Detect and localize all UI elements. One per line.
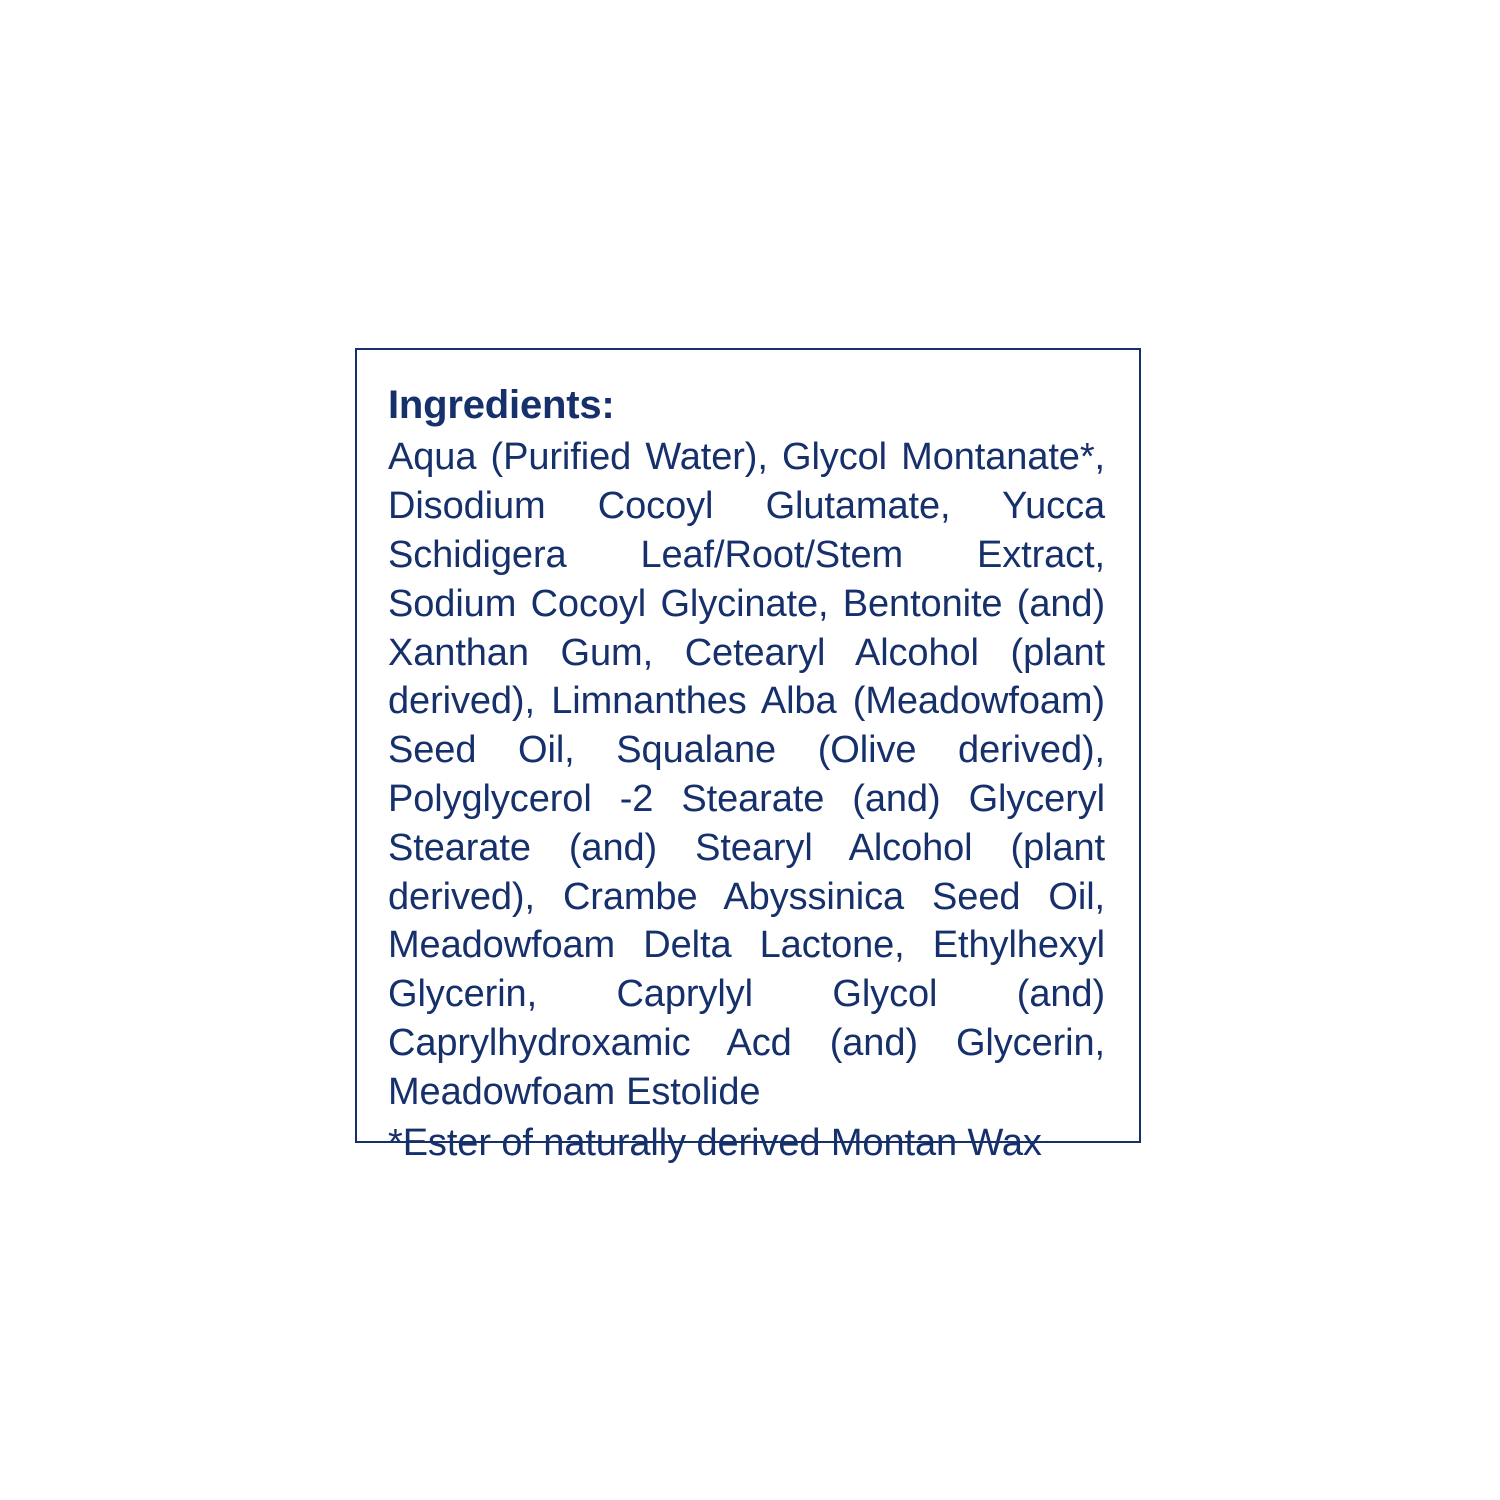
ingredients-panel-content — [357, 350, 1139, 1168]
ingredients-footnote: *Ester of naturally derived Montan Wax — [388, 1121, 1042, 1164]
ingredients-panel — [355, 348, 1141, 1164]
ingredients-heading: Ingredients: — [388, 383, 615, 427]
ingredients-list-text: Aqua (Purified Water), Glycol Montanate*, Disodium Cocoyl Glutamate, Yucca Schidigera Leaf/Root/Stem Extract, Sodium Cocoyl Glycinate, Bentonite (and) Xanthan Gum, Cetearyl Alcohol (plant derived), Limnanthes Alba (Meadowfoam) Seed Oil, Squalane (Olive derived), Polyglycerol -2 Stearate (and) Glyceryl Stearate (and) Stearyl Alcohol (plant derived), Crambe Abyssinica Seed Oil, Meadowfoam Delta Lactone, Ethylhexyl Glycerin, Caprylyl Glycol (and) Caprylhydroxamic Acd (and) Glycerin, Meadowfoam Estolide — [388, 436, 1105, 1113]
